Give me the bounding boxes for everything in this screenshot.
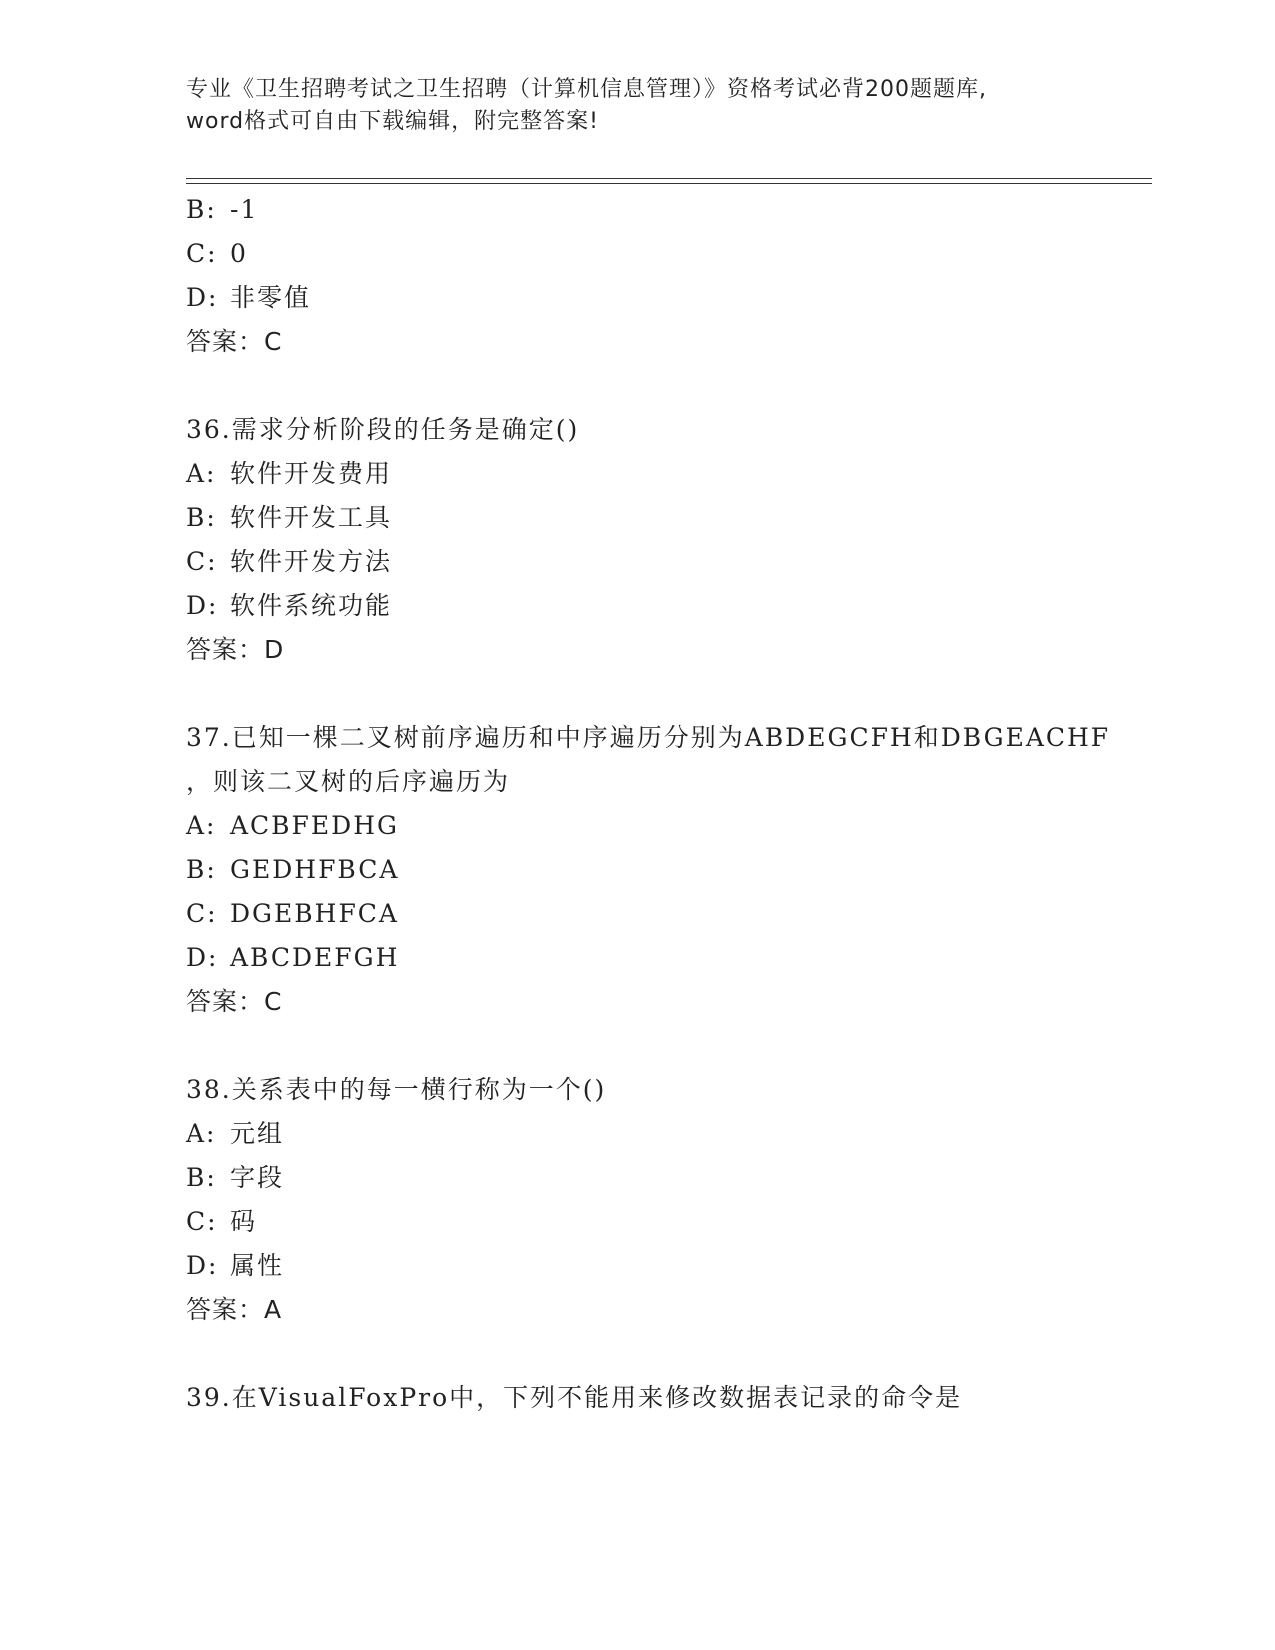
q38-option-a: A: 元组 xyxy=(186,1119,285,1148)
header-divider-top xyxy=(186,178,1152,179)
q38-option-b: B: 字段 xyxy=(186,1163,285,1192)
q38-answer: 答案：A xyxy=(186,1295,283,1324)
q38-question: 38.关系表中的每一横行称为一个() xyxy=(186,1075,607,1104)
q35-option-d: D: 非零值 xyxy=(186,283,312,312)
q37-option-a: A: ACBFEDHG xyxy=(186,811,399,840)
q35-option-b: B: -1 xyxy=(186,195,259,224)
q35-option-c: C: 0 xyxy=(186,239,248,268)
header-divider-bottom xyxy=(186,183,1152,184)
q37-option-c: C: DGEBHFCA xyxy=(186,899,399,928)
q39-question: 39.在VisualFoxPro中，下列不能用来修改数据表记录的命令是 xyxy=(186,1383,963,1412)
q37-option-b: B: GEDHFBCA xyxy=(186,855,400,884)
header-title-line1: 专业《卫生招聘考试之卫生招聘（计算机信息管理）》资格考试必背200题题库, xyxy=(186,77,987,102)
q36-answer: 答案：D xyxy=(186,635,285,664)
q36-option-d: D: 软件系统功能 xyxy=(186,591,393,620)
header-title-line2: word格式可自由下载编辑，附完整答案! xyxy=(186,109,599,134)
q36-option-b: B: 软件开发工具 xyxy=(186,503,393,532)
q37-question-line2: ，则该二叉树的后序遍历为 xyxy=(186,767,511,796)
document-header xyxy=(186,74,1086,138)
q37-answer: 答案：C xyxy=(186,987,283,1016)
q37-question-line1: 37.已知一棵二叉树前序遍历和中序遍历分别为ABDEGCFH和DBGEACHF xyxy=(186,723,1111,752)
q38-option-c: C: 码 xyxy=(186,1207,258,1236)
q36-option-c: C: 软件开发方法 xyxy=(186,547,393,576)
q37-option-d: D: ABCDEFGH xyxy=(186,943,400,972)
q36-option-a: A: 软件开发费用 xyxy=(186,459,393,488)
q38-option-d: D: 属性 xyxy=(186,1251,285,1280)
q35-answer: 答案：C xyxy=(186,327,283,356)
q36-question: 36.需求分析阶段的任务是确定() xyxy=(186,415,580,444)
